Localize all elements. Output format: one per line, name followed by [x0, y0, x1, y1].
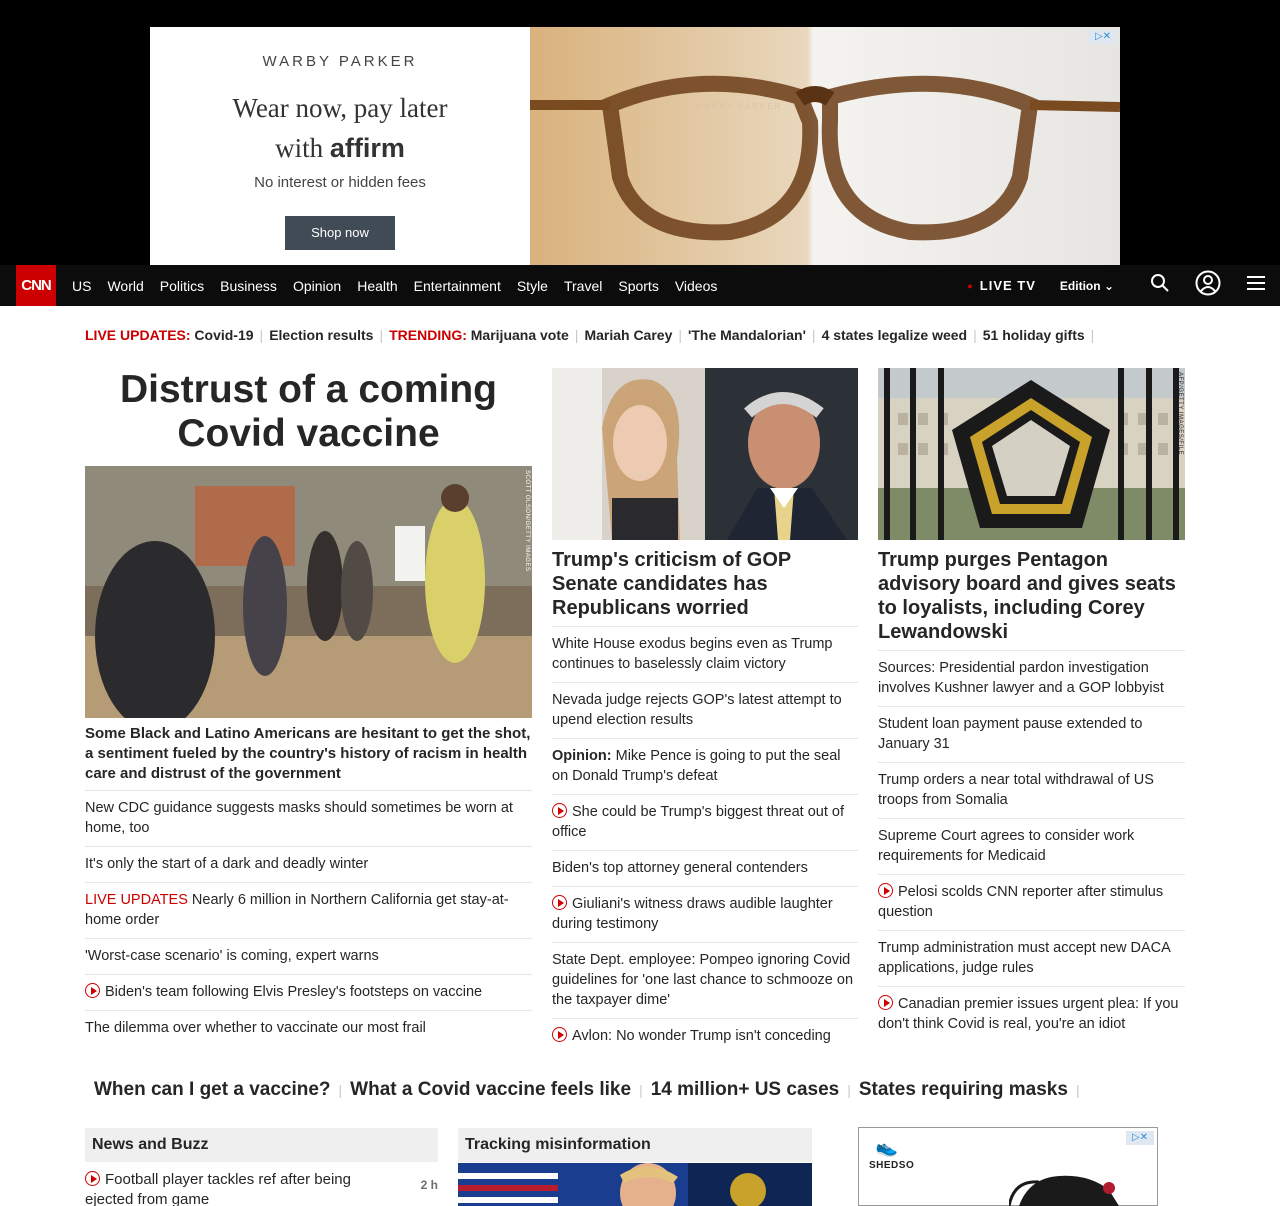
trending-link-mandalorian[interactable]: 'The Mandalorian': [688, 327, 806, 343]
opinion-tag: Opinion:: [552, 748, 612, 764]
story-link[interactable]: White House exodus begins even as Trump continues to baselessly claim victory: [552, 636, 833, 672]
mask-product-image: [1009, 1170, 1129, 1206]
live-tv-link[interactable]: [967, 278, 1036, 293]
story-link[interactable]: Supreme Court agrees to consider work requirements for Medicaid: [878, 828, 1135, 864]
affirm-logo: affirm: [329, 133, 405, 163]
ad-brand: WARBY PARKER: [262, 53, 418, 70]
ad-headline-prefix: with: [275, 133, 330, 163]
misinformation-illustration: [458, 1163, 812, 1206]
nav-link-entertainment[interactable]: Entertainment: [413, 277, 501, 294]
zone-links: [94, 1079, 1088, 1101]
list-item[interactable]: [85, 1011, 532, 1046]
trending-link-marijuana[interactable]: Marijuana vote: [470, 327, 569, 343]
timestamp: 2 h: [420, 1178, 438, 1192]
story-link[interactable]: Nevada judge rejects GOP's latest attempt to upend election results: [552, 692, 842, 728]
ad-copy: [150, 27, 530, 265]
story-link[interactable]: 'Worst-case scenario' is coming, expert warns: [85, 948, 379, 964]
ad-headline-line2: [150, 128, 530, 168]
cnn-logo[interactable]: CNN: [16, 265, 56, 306]
divider: |: [973, 327, 977, 343]
live-tv-label: LIVE TV: [979, 278, 1036, 293]
live-dot-icon: ●: [967, 280, 974, 291]
lead-image[interactable]: [85, 466, 532, 718]
trending-link-gifts[interactable]: 51 holiday gifts: [982, 327, 1085, 343]
list-item[interactable]: [878, 763, 1185, 819]
shop-now-button[interactable]: Shop now: [285, 216, 395, 250]
list-item[interactable]: [878, 931, 1185, 987]
list-item[interactable]: [552, 683, 858, 739]
glasses-illustration: [530, 27, 1120, 265]
list-item[interactable]: [85, 975, 532, 1011]
trending-link-weed[interactable]: 4 states legalize weed: [821, 327, 968, 343]
list-item[interactable]: [878, 819, 1185, 875]
lead-summary[interactable]: Some Black and Latino Americans are hesitant to get the shot, a sentiment fueled by the country's history of racism in health care and distrust of the government: [85, 724, 532, 791]
lead-story-list: [85, 791, 532, 1046]
divider: |: [847, 1082, 851, 1098]
list-item[interactable]: [878, 707, 1185, 763]
divider: |: [811, 327, 816, 343]
story-link[interactable]: Football player tackles ref after being ejected from game: [85, 1171, 351, 1206]
account-icon[interactable]: [1184, 270, 1232, 301]
story-link[interactable]: Biden's top attorney general contenders: [552, 860, 808, 876]
divider: |: [574, 327, 579, 343]
pentagon-illustration: [878, 368, 1185, 540]
list-item[interactable]: [85, 847, 532, 883]
trending-link-election[interactable]: Election results: [269, 327, 374, 343]
story-link[interactable]: State Dept. employee: Pompeo ignoring Covid guidelines for 'one last chance to schmooze on the taxpayer dime': [552, 952, 854, 1008]
search-icon[interactable]: [1136, 273, 1184, 298]
story-link[interactable]: She could be Trump's biggest threat out of office: [552, 804, 844, 840]
play-icon: [878, 995, 893, 1010]
nav-link-style[interactable]: Style: [516, 277, 548, 294]
play-icon: [552, 895, 567, 910]
play-icon: [552, 1027, 567, 1042]
col2-story-list: [552, 627, 858, 1054]
glasses-image: [530, 27, 1120, 265]
nav-link-us[interactable]: US: [72, 277, 92, 294]
ad-subtext: No interest or hidden fees: [254, 174, 426, 191]
col3-headline[interactable]: Trump purges Pentagon advisory board and gives seats to loyalists, including Corey Lewandowski: [878, 548, 1185, 651]
nav-link-opinion[interactable]: Opinion: [292, 277, 342, 294]
shoe-icon: 👟: [875, 1137, 899, 1157]
divider: |: [379, 327, 384, 343]
main-nav: [0, 265, 1280, 306]
story-link[interactable]: Trump administration must accept new DACA applications, judge rules: [878, 940, 1170, 976]
ad-headline: [150, 88, 530, 168]
list-item[interactable]: [552, 1019, 858, 1054]
list-item[interactable]: [85, 883, 532, 939]
list-item[interactable]: [85, 1170, 438, 1206]
play-icon: [878, 883, 893, 898]
list-item[interactable]: [552, 627, 858, 683]
nav-link-business[interactable]: Business: [220, 277, 277, 294]
lead-headline[interactable]: Distrust of a coming Covid vaccine: [119, 368, 498, 455]
nav-link-health[interactable]: Health: [357, 277, 398, 294]
image-credit: AFP/GETTY IMAGES/FILE: [1177, 372, 1183, 456]
zone-link-cases[interactable]: 14 million+ US cases: [650, 1079, 840, 1100]
divider: |: [1075, 1082, 1080, 1098]
ad-headline-line1: Wear now, pay later: [232, 93, 448, 123]
story-link[interactable]: Sources: Presidential pardon investigation involves Kushner lawyer and a GOP lobbyist: [878, 660, 1164, 696]
story-link[interactable]: Mike Pence is going to put the seal on Donald Trump's defeat: [552, 748, 841, 784]
play-icon: [85, 1171, 100, 1186]
story-link[interactable]: Giuliani's witness draws audible laughter during testimony: [552, 896, 833, 932]
divider: |: [678, 327, 683, 343]
story-link[interactable]: Biden's team following Elvis Presley's footsteps on vaccine: [105, 984, 483, 1000]
edition-label: Edition: [1059, 278, 1101, 293]
divider: |: [259, 327, 264, 343]
nav-link-videos[interactable]: Videos: [674, 277, 718, 294]
divider: |: [338, 1082, 343, 1098]
list-item[interactable]: [878, 875, 1185, 931]
candidates-image[interactable]: [552, 368, 858, 540]
shedso-logo: [869, 1134, 915, 1171]
lead-image-illustration: [85, 466, 532, 718]
story-link[interactable]: The dilemma over whether to vaccinate our most frail: [85, 1020, 426, 1036]
live-updates-tag: LIVE UPDATES: [85, 892, 188, 908]
image-credit: SCOTT OLSON/GETTY IMAGES: [524, 470, 530, 572]
list-item[interactable]: [552, 887, 858, 943]
trending-bar: [85, 327, 1100, 343]
tracking-misinformation-header[interactable]: Tracking misinformation: [458, 1128, 812, 1162]
nav-links: [64, 265, 725, 306]
ad-choices-icon[interactable]: ▷✕: [1089, 30, 1117, 44]
lead-column: [85, 368, 532, 1046]
nav-link-politics[interactable]: Politics: [159, 277, 205, 294]
nav-right: [967, 265, 1280, 306]
zone-link-masks[interactable]: States requiring masks: [858, 1079, 1068, 1100]
list-item[interactable]: [552, 739, 858, 795]
play-icon: [552, 803, 567, 818]
misinformation-image[interactable]: [458, 1163, 812, 1206]
col2-headline[interactable]: Trump's criticism of GOP Senate candidates has Republicans worried: [552, 548, 858, 627]
divider: |: [1090, 327, 1095, 343]
trending-link-covid[interactable]: Covid-19: [194, 327, 254, 343]
pentagon-column: [878, 368, 1185, 1042]
story-link[interactable]: New CDC guidance suggests masks should sometimes be worn at home, too: [85, 800, 513, 836]
zone-link-vaccine[interactable]: When can I get a vaccine?: [94, 1079, 331, 1100]
nav-link-world[interactable]: World: [107, 277, 144, 294]
list-item[interactable]: [552, 795, 858, 851]
edition-dropdown[interactable]: [1060, 279, 1114, 293]
trending-link-mariah[interactable]: Mariah Carey: [584, 327, 673, 343]
story-link[interactable]: Student loan payment pause extended to January 31: [878, 716, 1143, 752]
news-and-buzz-header[interactable]: News and Buzz: [85, 1128, 438, 1162]
warby-parker-ad[interactable]: [150, 27, 1120, 265]
live-updates-label: LIVE UPDATES:: [85, 327, 191, 343]
candidates-illustration: [552, 368, 858, 540]
shedso-ad[interactable]: [858, 1127, 1158, 1206]
chevron-down-icon: ⌄: [1103, 278, 1114, 293]
list-item[interactable]: [878, 987, 1185, 1042]
zone-link-feels-like[interactable]: What a Covid vaccine feels like: [350, 1079, 632, 1100]
story-link[interactable]: Nearly 6 million in Northern California get stay-at-home order: [85, 892, 509, 928]
story-link[interactable]: Avlon: No wonder Trump isn't conceding: [572, 1028, 831, 1044]
divider: |: [639, 1082, 643, 1098]
story-link[interactable]: Pelosi scolds CNN reporter after stimulus question: [878, 884, 1164, 920]
story-link[interactable]: Trump orders a near total withdrawal of US troops from Somalia: [878, 772, 1154, 808]
trending-label: TRENDING:: [389, 327, 467, 343]
shedso-brand: SHEDSO: [869, 1160, 915, 1171]
top-ad-band: [0, 0, 1280, 265]
nav-link-travel[interactable]: Travel: [563, 277, 603, 294]
list-item[interactable]: [85, 939, 532, 975]
list-item[interactable]: [552, 943, 858, 1019]
play-icon: [85, 983, 100, 998]
pentagon-image[interactable]: [878, 368, 1185, 540]
story-link[interactable]: Canadian premier issues urgent plea: If you don't think Covid is real, you're an idiot: [878, 996, 1179, 1032]
buzz-story[interactable]: [85, 1170, 438, 1206]
hamburger-menu-icon[interactable]: [1232, 275, 1280, 296]
col3-story-list: [878, 651, 1185, 1042]
nav-link-sports[interactable]: Sports: [618, 277, 659, 294]
story-link[interactable]: It's only the start of a dark and deadly winter: [85, 856, 369, 872]
ad-choices-icon[interactable]: ▷✕: [1126, 1131, 1154, 1145]
politics-column: [552, 368, 858, 1054]
list-item[interactable]: [878, 651, 1185, 707]
frame-text: WARBY PARKER: [695, 102, 783, 111]
list-item[interactable]: [85, 791, 532, 847]
list-item[interactable]: [552, 851, 858, 887]
